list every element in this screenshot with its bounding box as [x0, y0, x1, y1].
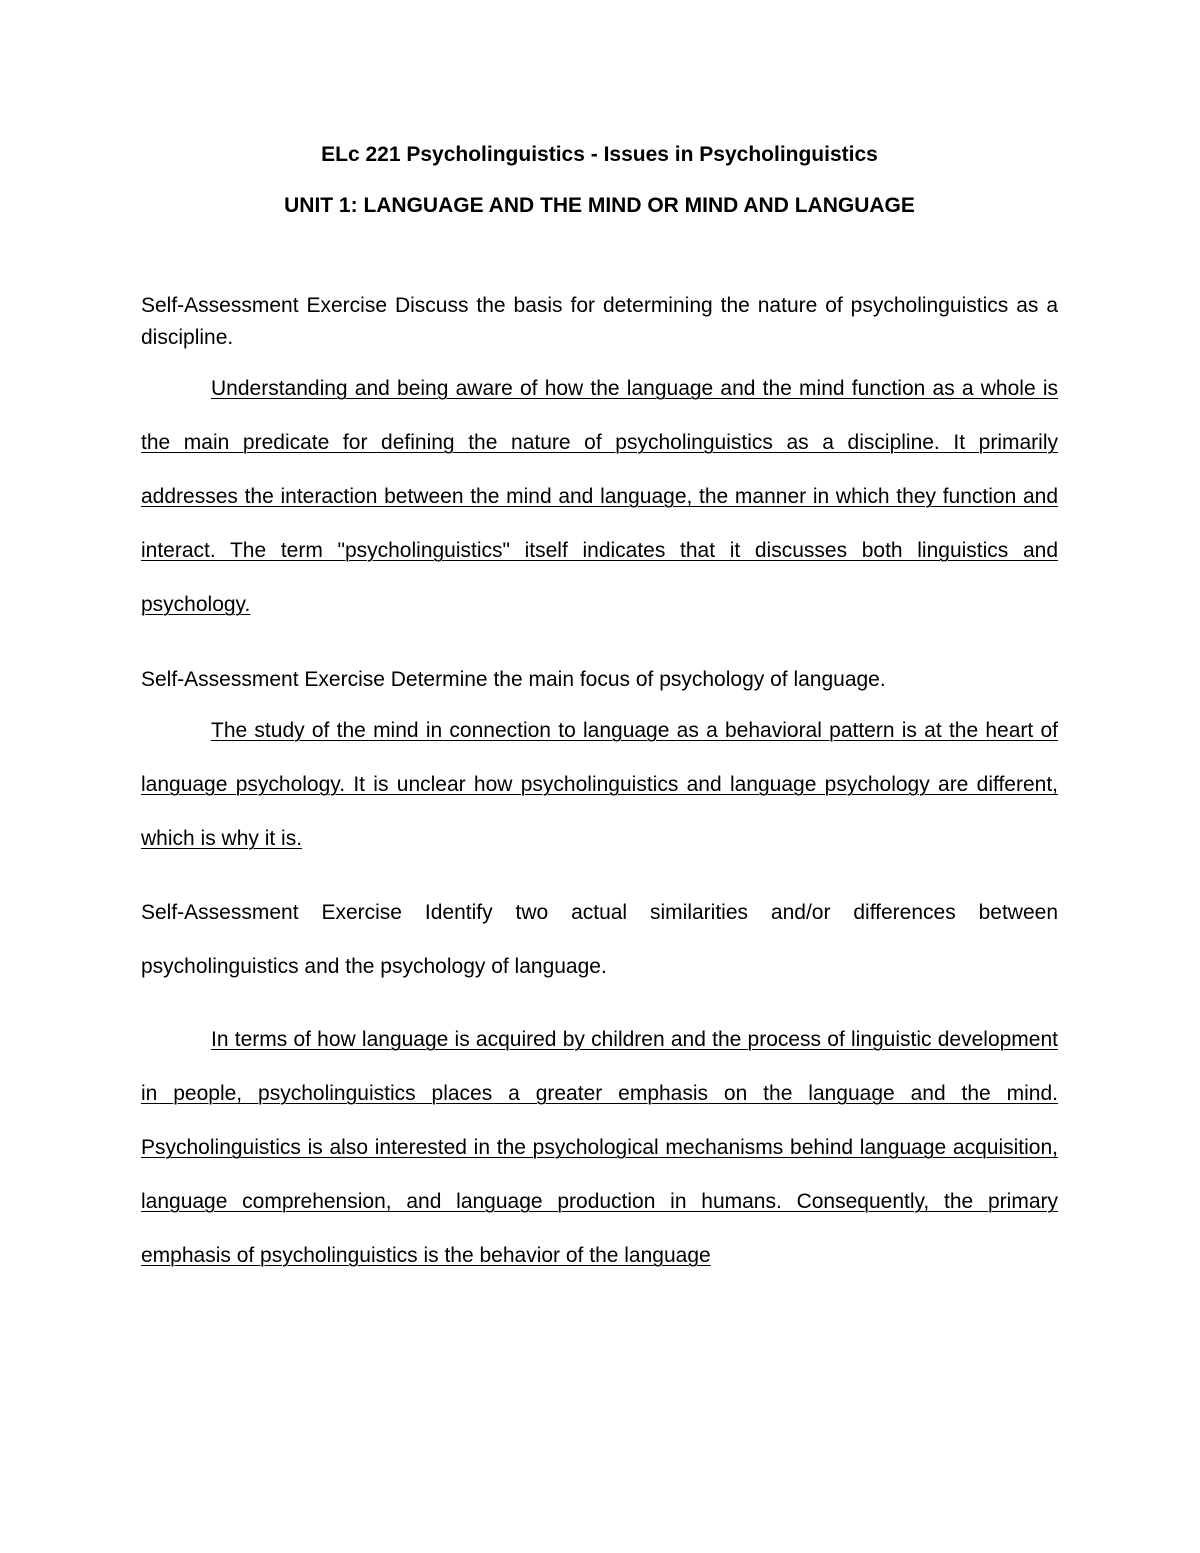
exercise-answer-1: Understanding and being aware of how the language and the mind function as a whole is the main predicate for defining the nature of psycholinguistics as a discipline. It primarily addresses the interaction between the mind and language, the manner in which they function and interact. The term "psycholinguistics" itself indicates that it discusses both linguistics and psychology.	[141, 377, 1058, 616]
exercise-prompt-1: Self-Assessment Exercise Discuss the basis for determining the nature of psycholinguistics as a discipline.	[141, 294, 1058, 349]
document-title: ELc 221 Psycholinguistics - Issues in Psycholinguistics	[321, 143, 878, 166]
exercise-prompt-3: Self-Assessment Exercise Identify two actual similarities and/or differences between psycholinguistics and the psychology of language.	[141, 901, 1058, 978]
exercise-answer-2: The study of the mind in connection to language as a behavioral pattern is at the heart of language psychology. It is unclear how psycholinguistics and language psychology are different, which is why it is.	[141, 719, 1058, 850]
exercise-answer-3: In terms of how language is acquired by children and the process of linguistic development in people, psycholinguistics places a greater emphasis on the language and the mind. Psycholinguistics is also interested in the psychological mechanisms behind language acquisition, language comprehension, and language production in humans. Consequently, the primary emphasis of psycholinguistics is the behavior of the language	[141, 1028, 1058, 1267]
unit-title: UNIT 1: LANGUAGE AND THE MIND OR MIND AND LANGUAGE	[284, 194, 915, 217]
exercise-prompt-2: Self-Assessment Exercise Determine the main focus of psychology of language.	[141, 668, 886, 691]
